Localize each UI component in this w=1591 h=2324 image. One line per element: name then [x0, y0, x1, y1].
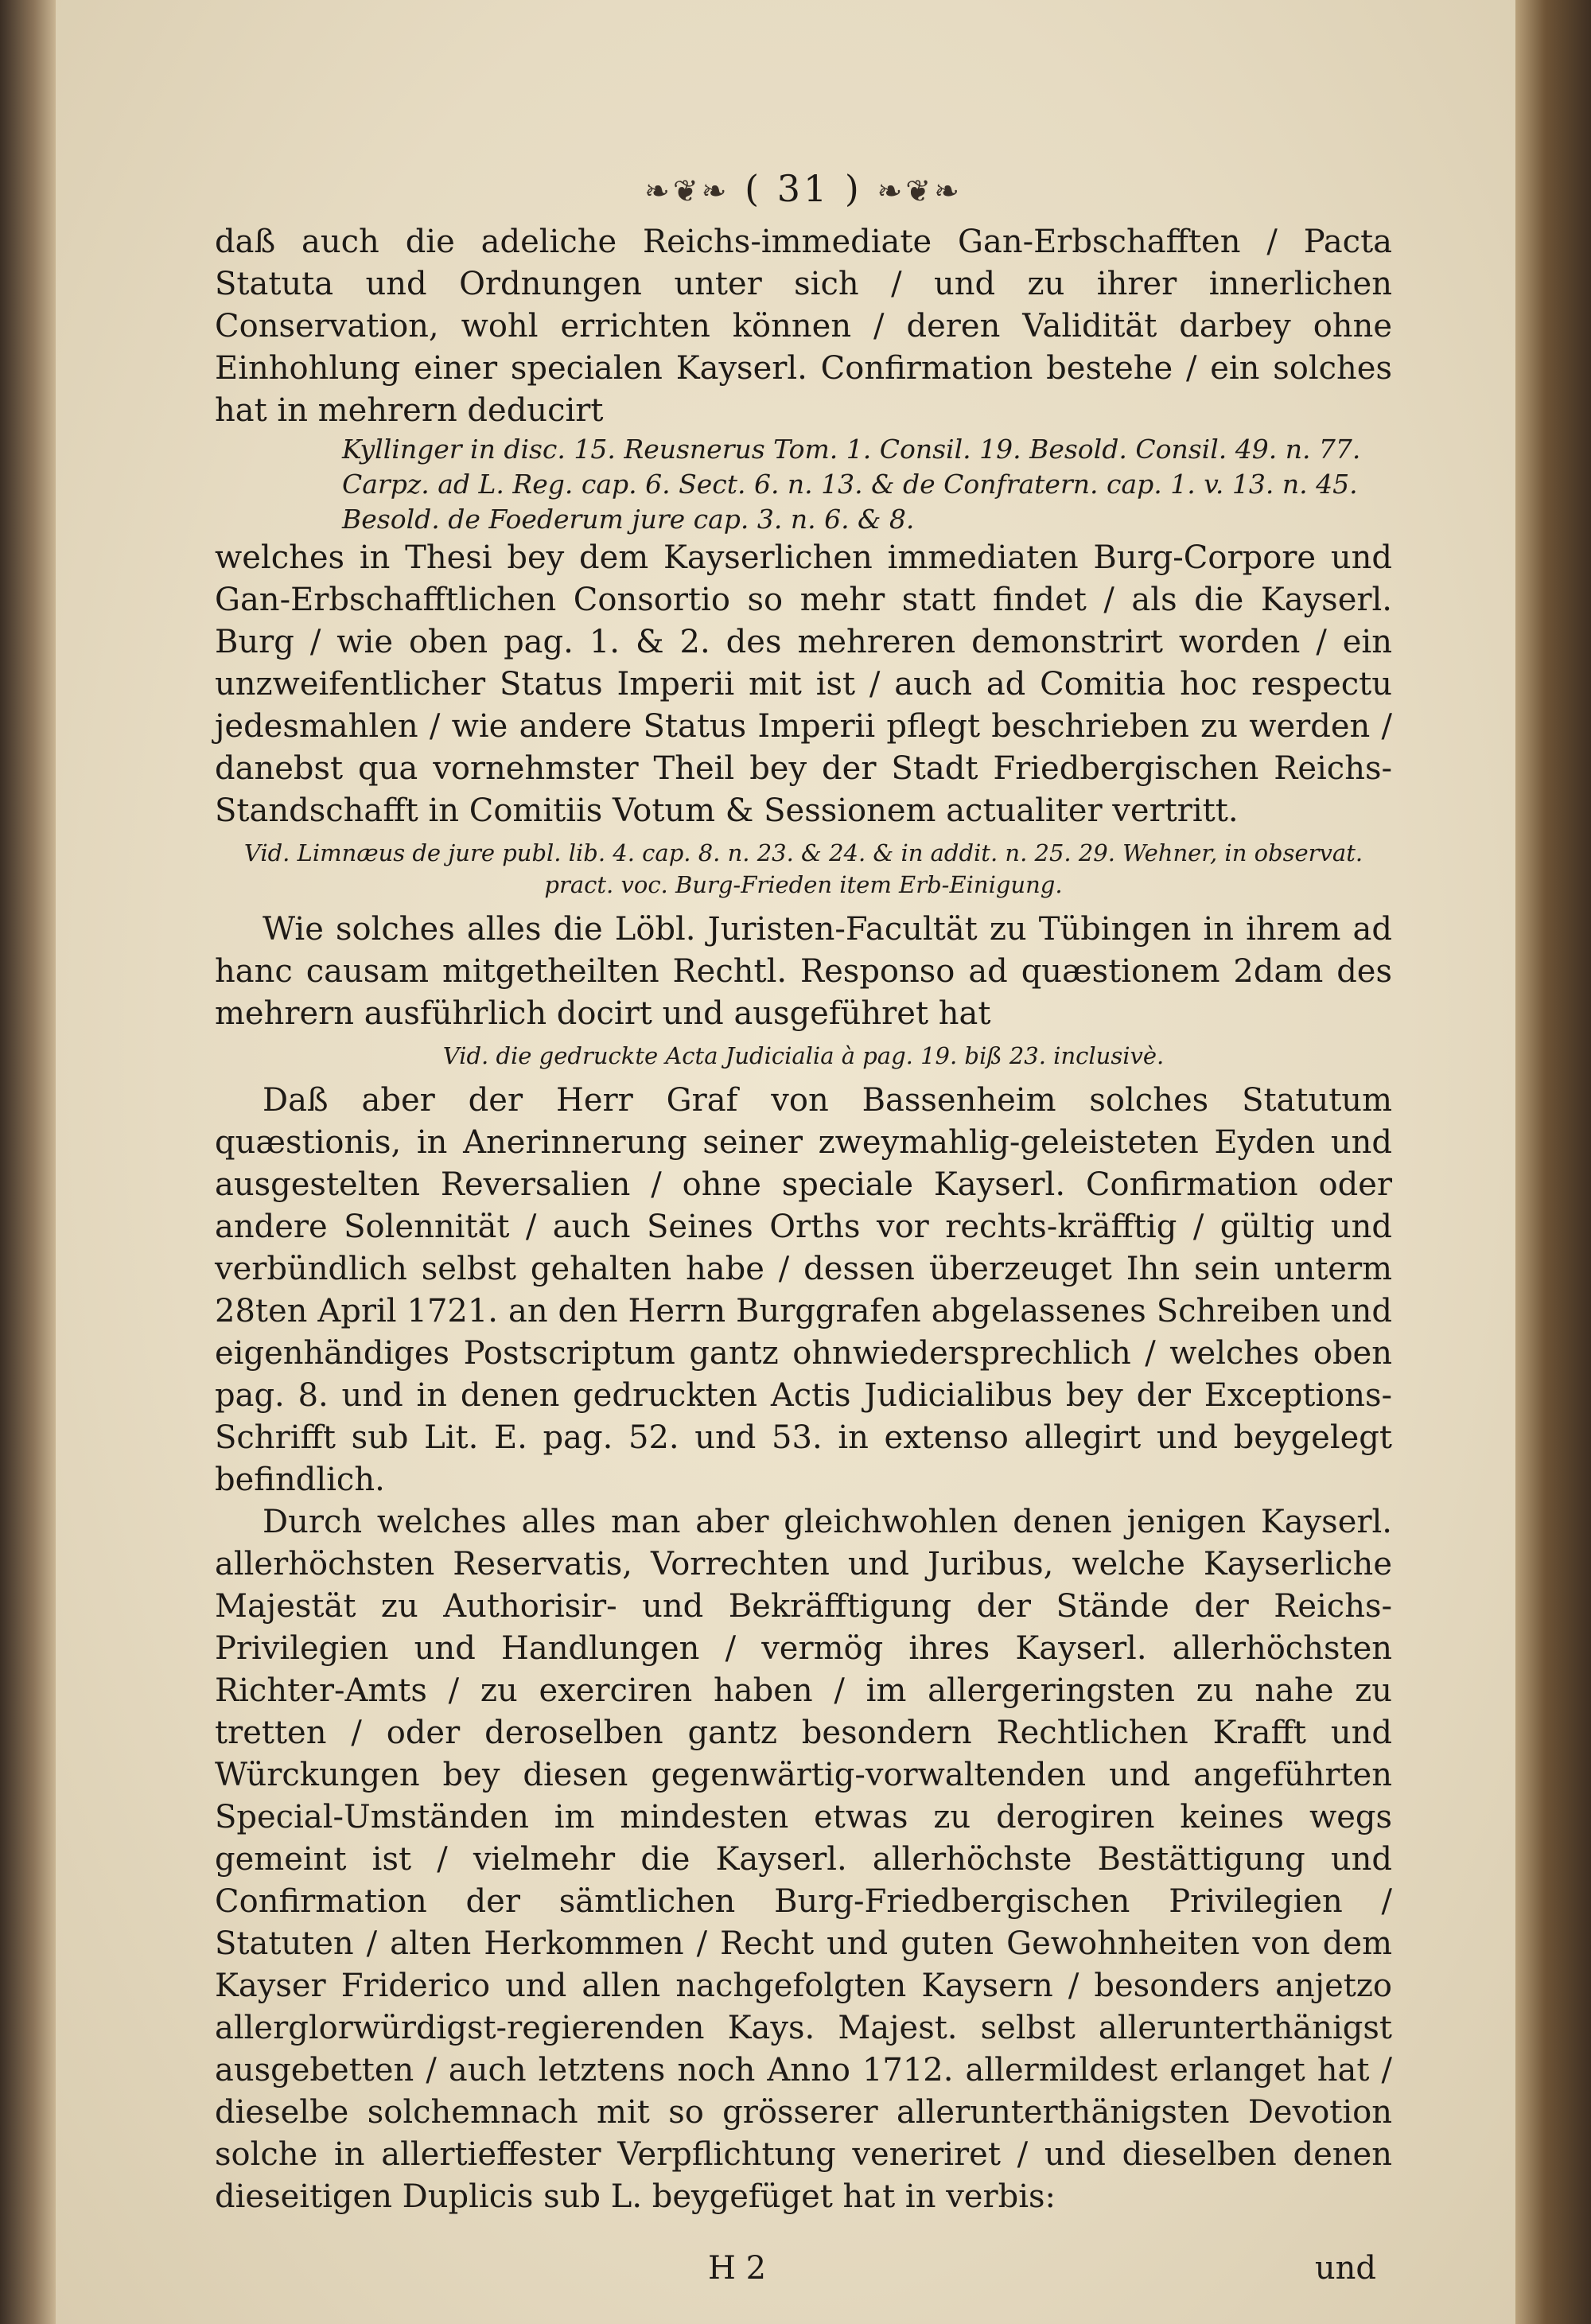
- page-number: ( 31 ): [745, 167, 862, 210]
- citation-2: Carpz. ad L. Reg. cap. 6. Sect. 6. n. 13. & de Confratern. cap. 1. v. 13. n. 45.: [342, 469, 1358, 500]
- header-ornament-right: ❧❦❧: [877, 173, 963, 208]
- page-edge-right: [1515, 0, 1591, 2324]
- citation-1: Kyllinger in disc. 15. Reusnerus Tom. 1. Consil. 19. Besold. Consil. 49. n. 77.: [342, 434, 1361, 465]
- paragraph-2: welches in Thesi bey dem Kayserlichen immediaten Burg-Corpore und Gan-Erbschafftlichen Consortio so mehr statt findet / als die Kayserl. Burg / wie oben pag. 1. & 2. des mehreren demonstrirt worden / ein unzweifentlicher Status Imperii mit ist / auch ad Comitia hoc respectu jedesmahlen / wie andere Status Imperii pflegt beschrieben zu werden / danebst qua vornehmster Theil bey der Stadt Friedbergischen Reichs-Standschafft in Comitiis Votum & Sessionem actualiter vertritt.: [215, 539, 1392, 829]
- paragraph-1: daß auch die adeliche Reichs-immediate Gan-Erbschafften / Pacta Statuta und Ordnungen unter sich / und zu ihrer innerlichen Conservation, wohl errichten können / deren Validität darbey ohne Einhohlung einer specialen Kayserl. Confirmation bestehe / ein solches hat in mehrern deducirt: [215, 224, 1392, 429]
- signature-mark: H 2: [708, 2250, 767, 2287]
- paragraph-4: Daß aber der Herr Graf von Bassenheim solches Statutum quæstionis, in Anerinnerung seiner zweymahlig-geleisteten Eyden und ausgestelten Reversalien / ohne speciale Kayserl. Confirmation oder andere Solennität / auch Seines Orths vor rechts-kräfftig / gültig und verbündlich selbst gehalten habe / dessen überzeuget Ihn sein unterm 28ten April 1721. an den Herrn Burggrafen abgelassenes Schreiben und eigenhändiges Postscriptum gantz ohnwiedersprechlich / welches oben pag. 8. und in denen gedruckten Actis Judicialibus bey der Exceptions-Schrifft sub Lit. E. pag. 52. und 53. in extenso allegirt und beygelegt befindlich.: [215, 1082, 1392, 1498]
- book-spine-left: [0, 0, 56, 2324]
- citation-3: Besold. de Foederum jure cap. 3. n. 6. & 8.: [342, 504, 915, 535]
- paper-sheet: [56, 0, 1515, 2324]
- reference-1: Vid. Limnæus de jure publ. lib. 4. cap. 8. n. 23. & 24. & in addit. n. 25. 29. Wehner, in observat. pract. voc. Burg-Frieden item Erb-Einigung.: [243, 839, 1363, 898]
- page-header: [215, 167, 1392, 210]
- paragraph-5: Durch welches alles man aber gleichwohlen denen jenigen Kayserl. allerhöchsten Reservatis, Vorrechten und Juribus, welche Kayserliche Majestät zu Authorisir- und Bekräfftigung der Stände der Reichs-Privilegien und Handlungen / vermög ihres Kayserl. allerhöchsten Richter-Amts / zu exerciren haben / im allergeringsten zu nahe zu tretten / oder deroselben gantz besondern Rechtlichen Krafft und Würckungen bey diesen gegenwärtig-vorwaltenden und angeführten Special-Umständen im mindesten etwas zu derogiren keines wegs gemeint ist / vielmehr die Kayserl. allerhöchste Bestättigung und Confirmation der sämtlichen Burg-Friedbergischen Privilegien / Statuten / alten Herkommen / Recht und guten Gewohnheiten von dem Kayser Friderico und allen nachgefolgten Kaysern / besonders anjetzo allerglorwürdigst-regierenden Kays. Majest. selbst allerunterthänigst ausgebetten / auch letztens noch Anno 1712. allermildest erlanget hat / dieselbe solchemnach mit so grösserer allerunterthänigsten Devotion solche in allertieffester Verpflichtung veneriret / und dieselben denen dieseitigen Duplicis sub L. beygefüget hat in verbis:: [215, 1504, 1392, 2215]
- header-ornament-left: ❧❦❧: [644, 173, 730, 208]
- page-footer: [215, 2250, 1392, 2298]
- paragraph-3: Wie solches alles die Löbl. Juristen-Facultät zu Tübingen in ihrem ad hanc causam mitgetheilten Rechtl. Responso ad quæstionem 2dam des mehrern ausführlich docirt und ausgeführet hat: [215, 911, 1392, 1032]
- reference-2: Vid. die gedruckte Acta Judicialia à pag. 19. biß 23. inclusivè.: [442, 1042, 1165, 1069]
- page-content: [215, 167, 1392, 2298]
- catchword: und: [1314, 2250, 1376, 2287]
